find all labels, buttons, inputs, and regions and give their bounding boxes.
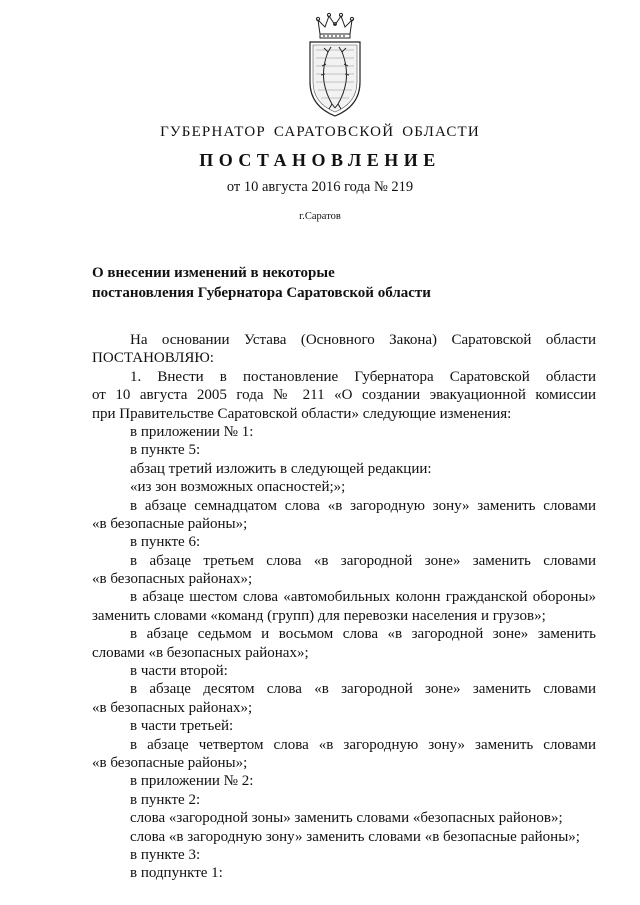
body-line: «в безопасных районах»; xyxy=(92,699,253,716)
saratov-coat-of-arms-icon xyxy=(300,12,370,118)
body-line: в части второй: xyxy=(130,663,228,680)
body-line: в абзаце семнадцатом слова «в загородную зону» заменить словами xyxy=(130,497,596,514)
decree-body xyxy=(92,331,596,883)
body-line: «в безопасные районы»; xyxy=(92,515,248,532)
body-line: «из зон возможных опасностей;»; xyxy=(130,479,346,496)
body-line: «в безопасные районы»; xyxy=(92,754,248,771)
body-line: в абзаце шестом слова «автомобильных колонн гражданской обороны» xyxy=(130,589,596,606)
body-line: «в безопасных районах»; xyxy=(92,571,253,588)
body-line: при Правительстве Саратовской области» следующие изменения: xyxy=(92,405,512,422)
body-line: в абзаце третьем слова «в загородной зоне» заменить словами xyxy=(130,552,596,569)
body-line: от 10 августа 2005 года № 211 «О создании эвакуационной комиссии xyxy=(92,387,596,404)
subject-line: О внесении изменений в некоторые xyxy=(92,265,335,281)
body-line: в части третьей: xyxy=(130,718,234,735)
body-line: в приложении № 2: xyxy=(130,773,254,790)
body-line: На основании Устава (Основного Закона) Саратовской области xyxy=(130,332,596,348)
body-line: ПОСТАНОВЛЯЮ: xyxy=(92,350,214,367)
body-line: слова «загородной зоны» заменить словами «безопасных районов»; xyxy=(130,810,563,827)
body-line: в абзаце седьмом и восьмом слова «в загородной зоне» заменить xyxy=(130,626,596,643)
body-line: в абзаце четвертом слова «в загородную зону» заменить словами xyxy=(130,736,596,753)
decree-subject xyxy=(92,263,431,303)
body-line: в пункте 5: xyxy=(130,442,201,459)
decree-date: от 10 августа 2016 года № 219 xyxy=(226,179,414,195)
body-line: в приложении № 1: xyxy=(130,423,254,440)
body-line: в пункте 2: xyxy=(130,791,201,808)
governor-title: ГУБЕРНАТОР САРАТОВСКОЙ ОБЛАСТИ xyxy=(160,124,480,140)
body-line: слова «в загородную зону» заменить словами «в безопасные районы»; xyxy=(130,828,580,845)
body-line: в абзаце десятом слова «в загородной зоне» заменить словами xyxy=(130,681,596,698)
body-line: словами «в безопасных районах»; xyxy=(92,644,309,661)
body-line: 1. Внести в постановление Губернатора Саратовской области xyxy=(130,368,596,385)
city-name: г.Саратов xyxy=(299,211,341,222)
decree-title: ПОСТАНОВЛЕНИЕ xyxy=(199,150,441,170)
body-line: в подпункте 1: xyxy=(130,865,223,882)
subject-line: постановления Губернатора Саратовской области xyxy=(92,285,431,301)
body-line: в пункте 6: xyxy=(130,534,201,551)
body-line: в пункте 3: xyxy=(130,846,201,863)
body-line: абзац третий изложить в следующей редакции: xyxy=(130,460,432,477)
body-line: заменить словами «команд (групп) для перевозки населения и грузов»; xyxy=(92,607,546,624)
